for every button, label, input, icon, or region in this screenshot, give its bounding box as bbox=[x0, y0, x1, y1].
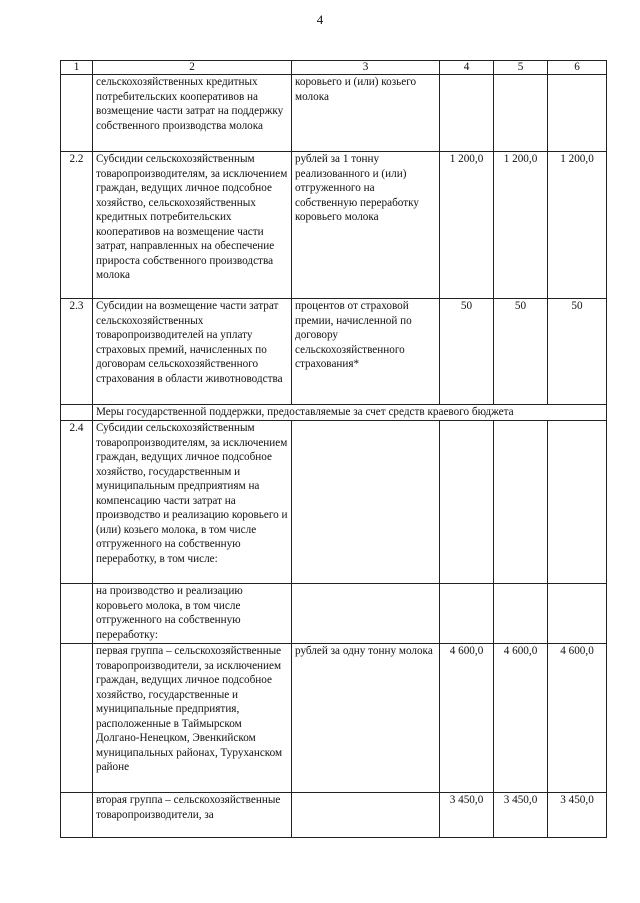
row-description: Субсидии сельскохозяйственным товаропроизводителям, за исключением граждан, ведущих личное подсобное хозяйство, государственным и муниципальным предприятиям на компенсацию части затрат на производство и реализацию коровьего и (или) козьего молока, в том числе отгруженного на собственную переработку, в том числе: bbox=[93, 421, 292, 584]
column-header: 3 bbox=[292, 61, 440, 75]
table-header-row bbox=[61, 61, 607, 75]
value-col6: 1 200,0 bbox=[548, 152, 607, 299]
table-row bbox=[61, 793, 607, 838]
value-col4 bbox=[440, 75, 494, 152]
value-col4: 3 450,0 bbox=[440, 793, 494, 838]
table-row bbox=[61, 299, 607, 405]
value-col6: 50 bbox=[548, 299, 607, 405]
column-header: 5 bbox=[494, 61, 548, 75]
table-row bbox=[61, 584, 607, 644]
row-number: 2.2 bbox=[61, 152, 93, 299]
value-col5 bbox=[494, 75, 548, 152]
row-unit bbox=[292, 421, 440, 584]
value-col4 bbox=[440, 421, 494, 584]
row-description: Субсидии на возмещение части затрат сельскохозяйственных товаропроизводителей на уплату страховых премий, начисленных по договорам сельскохозяйственного страхования в области животноводства bbox=[93, 299, 292, 405]
section-number-cell bbox=[61, 405, 93, 421]
section-row bbox=[61, 405, 607, 421]
value-col5: 1 200,0 bbox=[494, 152, 548, 299]
value-col6 bbox=[548, 584, 607, 644]
value-col5 bbox=[494, 584, 548, 644]
table-row bbox=[61, 644, 607, 793]
table-row bbox=[61, 421, 607, 584]
row-unit: рублей за 1 тонну реализованного и (или) отгруженного на собственную переработку коровьего молока bbox=[292, 152, 440, 299]
row-number bbox=[61, 793, 93, 838]
row-number bbox=[61, 75, 93, 152]
table-row bbox=[61, 152, 607, 299]
row-description: сельскохозяйственных кредитных потребительских кооперативов на возмещение части затрат на поддержку собственного производства молока bbox=[93, 75, 292, 152]
value-col5 bbox=[494, 421, 548, 584]
value-col5: 3 450,0 bbox=[494, 793, 548, 838]
row-unit: рублей за одну тонну молока bbox=[292, 644, 440, 793]
value-col5: 4 600,0 bbox=[494, 644, 548, 793]
section-heading: Меры государственной поддержки, предоставляемые за счет средств краевого бюджета bbox=[93, 405, 607, 421]
row-description: первая группа – сельскохозяйственные товаропроизводители, за исключением граждан, ведущих личное подсобное хозяйство, государственные и муниципальные предприятия, расположенные в Таймырском Долгано-Ненецком, Эвенкийском муниципальных районах, Туруханском районе bbox=[93, 644, 292, 793]
row-number bbox=[61, 644, 93, 793]
value-col6: 3 450,0 bbox=[548, 793, 607, 838]
column-header: 4 bbox=[440, 61, 494, 75]
row-number: 2.3 bbox=[61, 299, 93, 405]
value-col4: 50 bbox=[440, 299, 494, 405]
row-number bbox=[61, 584, 93, 644]
value-col4: 4 600,0 bbox=[440, 644, 494, 793]
column-header: 1 bbox=[61, 61, 93, 75]
value-col4 bbox=[440, 584, 494, 644]
table-row bbox=[61, 75, 607, 152]
column-header: 6 bbox=[548, 61, 607, 75]
row-number: 2.4 bbox=[61, 421, 93, 584]
subsidy-table bbox=[60, 60, 607, 838]
row-description: вторая группа – сельскохозяйственные товаропроизводители, за bbox=[93, 793, 292, 838]
row-unit: процентов от страховой премии, начисленной по договору сельскохозяйственного страхования* bbox=[292, 299, 440, 405]
row-unit bbox=[292, 793, 440, 838]
value-col5: 50 bbox=[494, 299, 548, 405]
row-unit bbox=[292, 584, 440, 644]
value-col6 bbox=[548, 421, 607, 584]
page-number: 4 bbox=[316, 12, 324, 27]
row-unit: коровьего и (или) козьего молока bbox=[292, 75, 440, 152]
value-col6 bbox=[548, 75, 607, 152]
row-description: Субсидии сельскохозяйственным товаропроизводителям, за исключением граждан, ведущих личное подсобное хозяйство, сельскохозяйственных кредитных потребительских кооперативов на возмещение части затрат, направленных на обеспечение прироста собственного производства молока bbox=[93, 152, 292, 299]
column-header: 2 bbox=[93, 61, 292, 75]
value-col6: 4 600,0 bbox=[548, 644, 607, 793]
row-description: на производство и реализацию коровьего молока, в том числе отгруженного на собственную переработку: bbox=[93, 584, 292, 644]
value-col4: 1 200,0 bbox=[440, 152, 494, 299]
